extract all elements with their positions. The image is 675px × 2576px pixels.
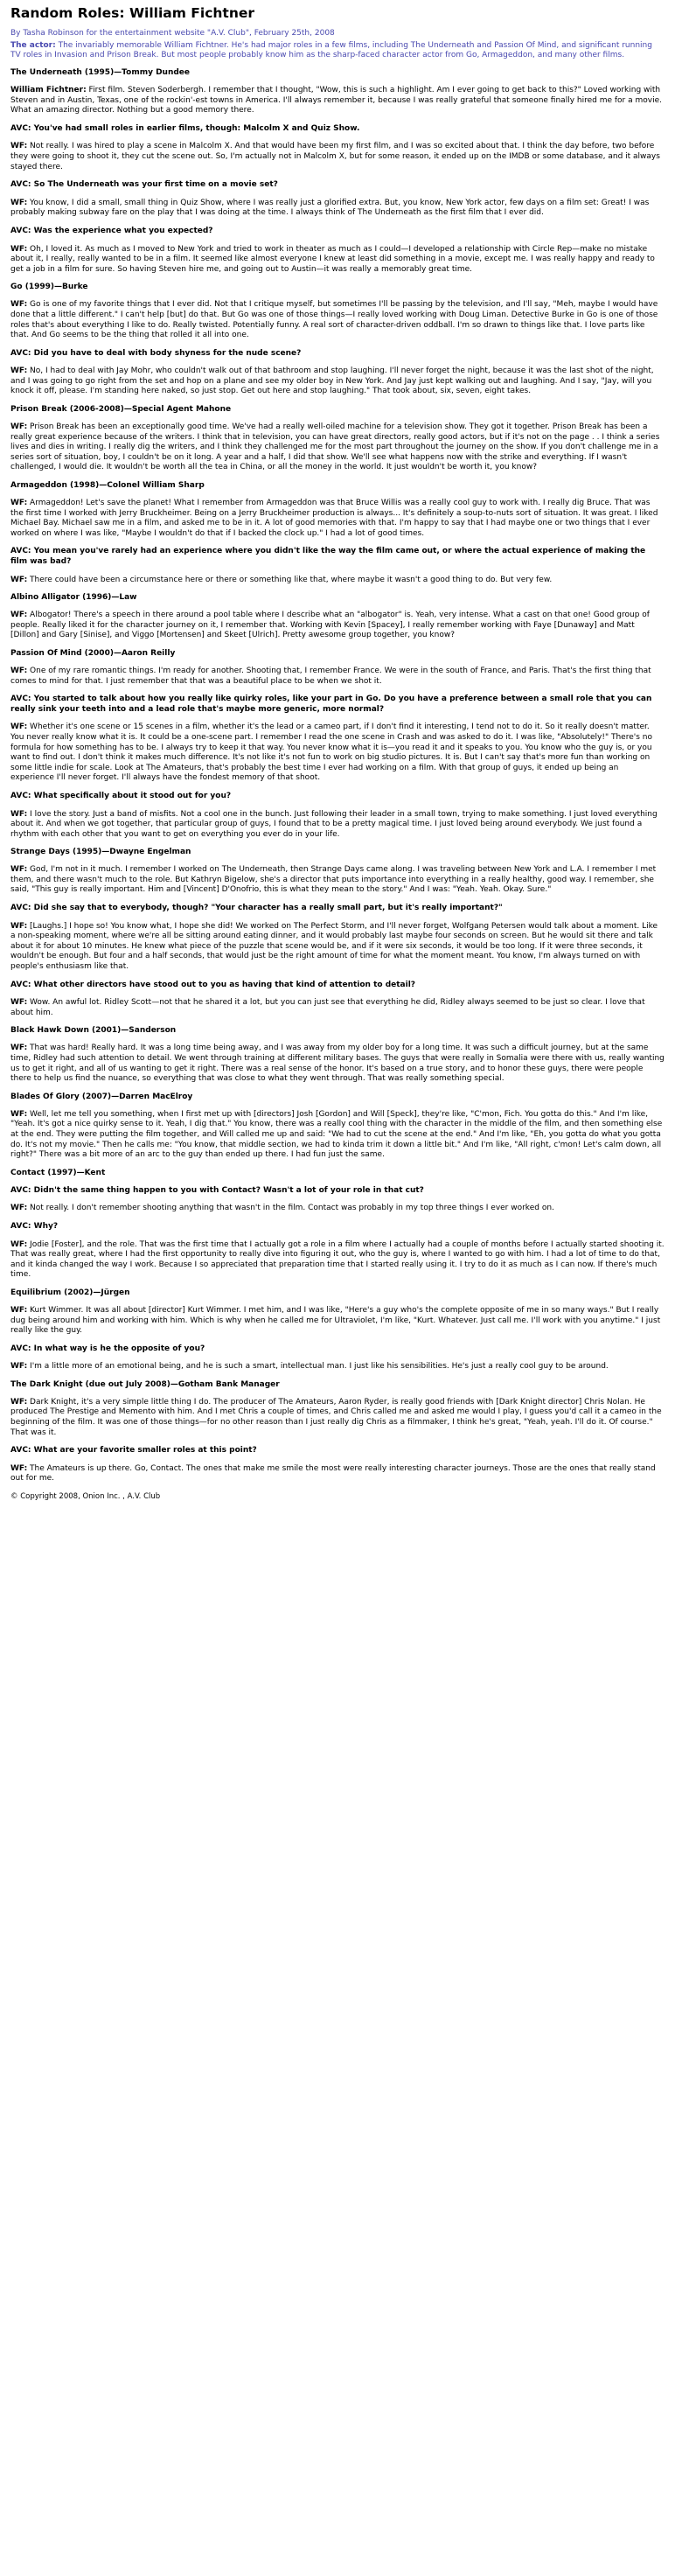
role-heading: Strange Days (1995)—Dwayne Engelman	[10, 848, 191, 857]
role-heading: Albino Alligator (1996)—Law	[10, 593, 137, 603]
answer-text: First film. Steven Soderbergh. I remember that I thought, "Wow, this is such a highlight. Am I ever going to get back to this?" Loved working with Steven and in Austin, Texas, one of the rockin'-est towns in America. I'll always remember it, because I was really grateful that someone finally hired me for a movie. What an amazing director. Nothing but a good memory there.	[10, 86, 662, 115]
page-title: Random Roles: William Fichtner	[10, 5, 255, 21]
interview-answer	[10, 422, 665, 473]
interview-answer	[10, 86, 665, 116]
speaker-label: WF:	[10, 499, 28, 508]
role-heading: Passion Of Mind (2000)—Aaron Reilly	[10, 648, 176, 658]
answer-text: God, I'm not in it much. I remember I worked on The Underneath, then Strange Days came along. I was traveling between New York and L.A. I remember I met them, and there wasn't much to the role. But Kathryn Bigelow, she's a director that puts importance into everything in a really healthy, good way. I remember, she said, "This guy is really important. Him and [Vincent] D'Onofrio, this is what they mean to the story." And I was: "Yeah. Yeah. Okay. Sure."	[10, 865, 657, 895]
answer-text: Oh, I loved it. As much as I moved to New York and tried to work in theater as much as I could—I developed a relationship with Circle Rep—make no mistake about it, I really, really wanted to be in a film. It seemed like almost everyone I knew at least did something in a movie, except me. I was really happy and ready to get a job in a film for sure. So having Steven hire me, and going out to Austin—it was really a memorably great time.	[10, 244, 655, 274]
interview-question: AVC: You started to talk about how you really like quirky roles, like your part in Go. Do you have a preference between a small role that you can really sink your teeth into and a lead role that's maybe more generic, more normal?	[10, 695, 652, 714]
speaker-label: WF:	[10, 575, 28, 584]
interview-answer	[10, 1398, 665, 1438]
answer-text: Kurt Wimmer. It was all about [director] Kurt Wimmer. I met him, and I was like, "Here's a guy who's the complete opposite of me in so many ways." But I really dug being around him and working with him. Which is why when he called me for Ultraviolet, I'm like, "Kurt. Whatever. Just call me. I'll work with you anytime." I just really like the guy.	[10, 1305, 661, 1336]
interview-body	[10, 68, 665, 1484]
answer-text: Jodie [Foster], and the role. That was the first time that I actually got a role in a film where I actually had a couple of months before I actually started shooting it. That was really great, where I had the first opportunity to really dive into figuring it out, who the guy is, where I wanted to go with him. I had a lot of time to do that, and it kinda changed the way I work. Because I so appreciated that preparation time that I started really using it. I try to do it as much as I can now. If there's much time.	[10, 1239, 665, 1280]
speaker-label: WF:	[10, 1109, 28, 1119]
intro	[10, 41, 665, 60]
answer-text: You know, I did a small, small thing in Quiz Show, where I was really just a glorified extra. But, you know, New York actor, few days on a film set: Great! I was probably making subway fare on the play that I was doing at the time. I always think of The Underneath as the first film that I ever did.	[10, 198, 650, 218]
answer-text: Not really. I don't remember shooting anything that wasn't in the film. Contact was probably in my top three things I ever worked on.	[27, 1204, 554, 1213]
speaker-label: WF:	[10, 1397, 28, 1407]
speaker-label: WF:	[10, 1044, 28, 1053]
answer-text: I'm a little more of an emotional being, and he is such a smart, intellectual man. I just like his sensibilities. He's just a really cool guy to be around.	[27, 1362, 609, 1372]
interview-question: AVC: Was the experience what you expected?	[10, 226, 213, 235]
speaker-label: William Fichtner:	[10, 86, 87, 94]
role-heading: Contact (1997)—Kent	[10, 1168, 106, 1177]
interview-answer	[10, 1306, 665, 1337]
answer-text: Well, let me tell you something, when I first met up with [directors] Josh [Gordon] and Will [Speck], they're like, "C'mon, Fich. You gotta do this." And I'm like, "Yeah. It's got a nice quirky sense to it. Yeah, I dig that." You know, there was a really cool thing with the character in the middle of the film, and then something else at the end. They were putting the film together, and Will called me up and said: "We had to cut the scene at the end." And I'm like, "Eh, you gotta do what you gotta do. It's not my movie." Then he calls me: "You know, that middle section, we had to kinda trim it down a little bit." And I'm like, "All right, c'mon! Let's calm down, all right?" There was a bit more of an arc to the guy than ended up there. I had fun just the same.	[10, 1109, 663, 1160]
interview-answer	[10, 1204, 665, 1214]
interview-answer	[10, 922, 665, 973]
interview-answer	[10, 611, 665, 641]
intro-text: The invariably memorable William Fichtner. He's had major roles in a few films, including The Underneath and Passion Of Mind, and significant running TV roles in Invasion and Prison Break. But most people probably know him as the sharp-faced character actor from Go, Armageddon, and many other films.	[10, 41, 652, 59]
interview-question: AVC: Did she say that to everybody, though? "Your character has a really small part, but it's really important?"	[10, 904, 503, 913]
interview-question: AVC: In what way is he the opposite of you?	[10, 1344, 205, 1353]
speaker-label: WF:	[10, 611, 28, 620]
byline: By Tasha Robinson for the entertainment website "A.V. Club", February 25th, 2008	[10, 29, 335, 38]
role-heading: Armageddon (1998)—Colonel William Sharp	[10, 481, 205, 491]
interview-question: AVC: You've had small roles in earlier films, though: Malcolm X and Quiz Show.	[10, 123, 360, 133]
speaker-label: WF:	[10, 1204, 28, 1213]
answer-text: There could have been a circumstance here or there or something like that, where maybe it wasn't a good thing to do. But very few.	[27, 575, 553, 584]
interview-answer	[10, 1240, 665, 1281]
speaker-label: WF:	[10, 1362, 28, 1372]
interview-answer	[10, 667, 665, 687]
speaker-label: WF:	[10, 1463, 28, 1473]
role-heading: Equilibrium (2002)—Jürgen	[10, 1288, 130, 1297]
interview-question: AVC: You mean you've rarely had an experience where you didn't like the way the film came out, or where the actual experience of making the film was bad?	[10, 547, 646, 566]
interview-question: AVC: What specifically about it stood out for you?	[10, 791, 232, 800]
interview-answer	[10, 367, 665, 397]
answer-text: No, I had to deal with Jay Mohr, who couldn't walk out of that bathroom and stop laughing. I'll never forget the night, because it was the last shot of the night, and I was going to go right from the set and hop on a plane and see my older boy in New York. And Jay just kept walking out and laughing. And I say, "Jay, will you knock it off, please. I'm standing here naked, so just stop. Get out here and stop laughing." That took about, six, seven, eight takes.	[10, 367, 654, 396]
speaker-label: WF:	[10, 998, 28, 1008]
intro-label: The actor:	[10, 41, 56, 50]
role-heading: The Dark Knight (due out July 2008)—Gotham Bank Manager	[10, 1379, 280, 1389]
answer-text: That was hard! Really hard. It was a long time being away, and I was away from my older boy for a long time. It was such a difficult journey, but at the same time, Ridley had such attention to detail. We went through training at different military bases. The guys that were really in Somalia were there with us, really wanting us to get it right, and all of us wanting to get it right. There was a real sense of the honor. It's based on a true story, and to honor these guys, there were people there to help us find the nuance, so everything that was close to what they went through. That was really something special.	[10, 1044, 665, 1084]
copyright-footer: © Copyright 2008, Onion Inc. , A.V. Club	[10, 1492, 161, 1502]
interview-question: AVC: Why?	[10, 1221, 59, 1231]
interview-question: AVC: Did you have to deal with body shyness for the nude scene?	[10, 348, 302, 358]
role-heading: Prison Break (2006-2008)—Special Agent Mahone	[10, 405, 232, 415]
speaker-label: WF:	[10, 422, 28, 432]
interview-answer	[10, 1044, 665, 1084]
interview-answer	[10, 576, 665, 586]
speaker-label: WF:	[10, 723, 28, 732]
role-heading: Go (1999)—Burke	[10, 283, 88, 292]
interview-answer	[10, 300, 665, 340]
interview-answer	[10, 865, 665, 896]
interview-answer	[10, 142, 665, 172]
interview-answer	[10, 723, 665, 784]
interview-answer	[10, 810, 665, 841]
speaker-label: WF:	[10, 666, 28, 675]
interview-question: AVC: So The Underneath was your first time on a movie set?	[10, 180, 278, 190]
answer-text: Albogator! There's a speech in there around a pool table where I describe what an "albogator" is. Yeah, very intense. What a cast on that one! Good group of people. Really liked it for the character journey on it, I remember that. Working with Kevin [Spacey], I really remember working with Faye [Dunaway] and Matt [Dillon] and Gary [Sinise], and Viggo [Mortensen] and Skeet [Ulrich]. Pretty awesome group together, you know?	[10, 611, 650, 640]
interview-answer	[10, 1110, 665, 1161]
answer-text: The Amateurs is up there. Go, Contact. The ones that make me smile the most were really interesting character journeys. Those are the ones that really stand out for me.	[10, 1463, 656, 1483]
role-heading: Black Hawk Down (2001)—Sanderson	[10, 1026, 177, 1036]
answer-text: Dark Knight, it's a very simple little thing I do. The producer of The Amateurs, Aaron Ryder, is really good friends with [Dark Knight director] Chris Nolan. He produced The Prestige and Memento with him. And I met Chris a couple of times, and Chris called me and asked me would I play, I guess you'd call it a cameo in the beginning of the film. It was one of those things—for no other reason than I just really dig Chris as a filmmaker, I think he's great, "Yeah, yeah. I'll do it. Of course." That was it.	[10, 1397, 662, 1437]
interview-question: AVC: What other directors have stood out to you as having that kind of attention to detail?	[10, 980, 416, 989]
interview-question: AVC: What are your favorite smaller roles at this point?	[10, 1446, 257, 1456]
speaker-label: WF:	[10, 198, 28, 207]
interview-answer	[10, 245, 665, 276]
speaker-label: WF:	[10, 1239, 28, 1249]
interview-answer	[10, 499, 665, 539]
interview-answer	[10, 199, 665, 219]
answer-text: Go is one of my favorite things that I ever did. Not that I critique myself, but sometimes I'll be passing by the television, and I'll say, "Meh, maybe I would have done that a little different." I can't help [but] do that. But Go was one of those things—I really loved working with Doug Liman. Detective Burke in Go is one of those roles that's about everything I like to do. Really twisted. Potentially funny. A real sort of character-driven oddball. I'm so drawn to things like that. I love parts like that. And Go seems to be the thing that rolled it all into one.	[10, 300, 658, 340]
answer-text: [Laughs.] I hope so! You know what, I hope she did! We worked on The Perfect Storm, and I'll never forget, Wolfgang Petersen would talk about a moment. Like a non-speaking moment, where we're all be sitting around eating dinner, and it would probably last maybe four seconds on screen. But he would sit there and talk about it for about 10 minutes. He knew what piece of the puzzle that scene would be, and if it were six seconds, it would be too long. If it were three seconds, it wouldn't be enough. But four and a half seconds, that would just be the right amount of time for what the moment meant. You know, I'm always turned on with people's enthusiasm like that.	[10, 921, 658, 972]
interview-answer	[10, 1362, 665, 1372]
speaker-label: WF:	[10, 1305, 28, 1315]
answer-text: Wow. An awful lot. Ridley Scott—not that he shared it a lot, but you can just see that everything he did, Ridley always seemed to be just so clear. I love that about him.	[10, 998, 645, 1017]
answer-text: Not really. I was hired to play a scene in Malcolm X. And that would have been my first film, and I was so excited about that. I think the day before, two before they were going to shoot it, they cut the scene out. So, I'm actually not in Malcolm X, but for some reason, it ended up on the IMDB or some database, and it always stayed there.	[10, 142, 660, 171]
speaker-label: WF:	[10, 865, 28, 875]
answer-text: Prison Break has been an exceptionally good time. We've had a really well-oiled machine for a television show. They got it together. Prison Break has been a really great experience because of the writers. I think that in television, you can have great directors, really good actors, but if it's not on the page . . I think a series lives and dies in writing. I really dig the writers, and I think they challenged me for the most part throughout the journey on the show. If you don't challenge me in a series sort of situation, boy, I couldn't be on it long. A year and a half, I did that show. We'll see what happens now with the strike and everything. If I wasn't challenged, I would die. It wouldn't be worth all the tea in China, or all the money in the world. It just wouldn't be worth it, you know?	[10, 422, 660, 472]
speaker-label: WF:	[10, 244, 28, 254]
speaker-label: WF:	[10, 300, 28, 310]
interview-answer	[10, 998, 665, 1018]
role-heading: Blades Of Glory (2007)—Darren MacElroy	[10, 1092, 193, 1101]
answer-text: One of my rare romantic things. I'm ready for another. Shooting that, I remember France. We were in the south of France, and Paris. That's the first thing that comes to mind for that. I just remember that that was a beautiful place to be when we shot it.	[10, 666, 651, 686]
answer-text: I love the story. Just a band of misfits. Not a cool one in the bunch. Just following their leader in a small town, trying to make something. I just loved everything about it. And when we got together, that particular group of guys, I found that to be a pretty magical time. I just loved being around everybody. We just found a rhythm with each other that you want to get on everything you ever do in your life.	[10, 809, 658, 839]
answer-text: Whether it's one scene or 15 scenes in a film, whether it's the lead or a cameo part, if I don't find it interesting, I tend not to do it. So it really doesn't matter. You never really know what it is. It could be a one-scene part. I remember I read the one scene in Crash and was asked to do it. I was like, "Absolutely!" There's no formula for how something has to be. I always try to keep it that way. You never know what it is—you read it and it speaks to you. You know who the guy is, or you want to find out. I don't think it makes much difference. It's not like it's not fun to work on big studio pictures. It is. But I can't say that's more fun than working on some little indie for scale. Look at The Amateurs, that's probably the best time I ever had working on a film. With that group of guys, it ended up being an experience I'll never forget. I'll always have the fondest memory of that shoot.	[10, 723, 652, 783]
speaker-label: WF:	[10, 921, 28, 931]
speaker-label: WF:	[10, 809, 28, 819]
speaker-label: WF:	[10, 142, 28, 151]
interview-answer	[10, 1464, 665, 1484]
speaker-label: WF:	[10, 367, 28, 376]
interview-question: AVC: Didn't the same thing happen to you with Contact? Wasn't a lot of your role in that cut?	[10, 1185, 424, 1195]
answer-text: Armageddon! Let's save the planet! What I remember from Armageddon was that Bruce Willis was a really cool guy to work with. I really dig Bruce. That was the first time I worked with Jerry Bruckheimer. Being on a Jerry Bruckheimer production is always... It's definitely a soup-to-nuts sort of situation. It was great. I liked Michael Bay. Michael saw me in a film, and asked me to be in it. A lot of good memories with that. I'm happy to say that I had maybe one or two things that I ever worked on where I was like, "Maybe I wouldn't do that if I backed the clock up." I had a lot of good times.	[10, 499, 658, 538]
role-heading: The Underneath (1995)—Tommy Dundee	[10, 68, 191, 77]
